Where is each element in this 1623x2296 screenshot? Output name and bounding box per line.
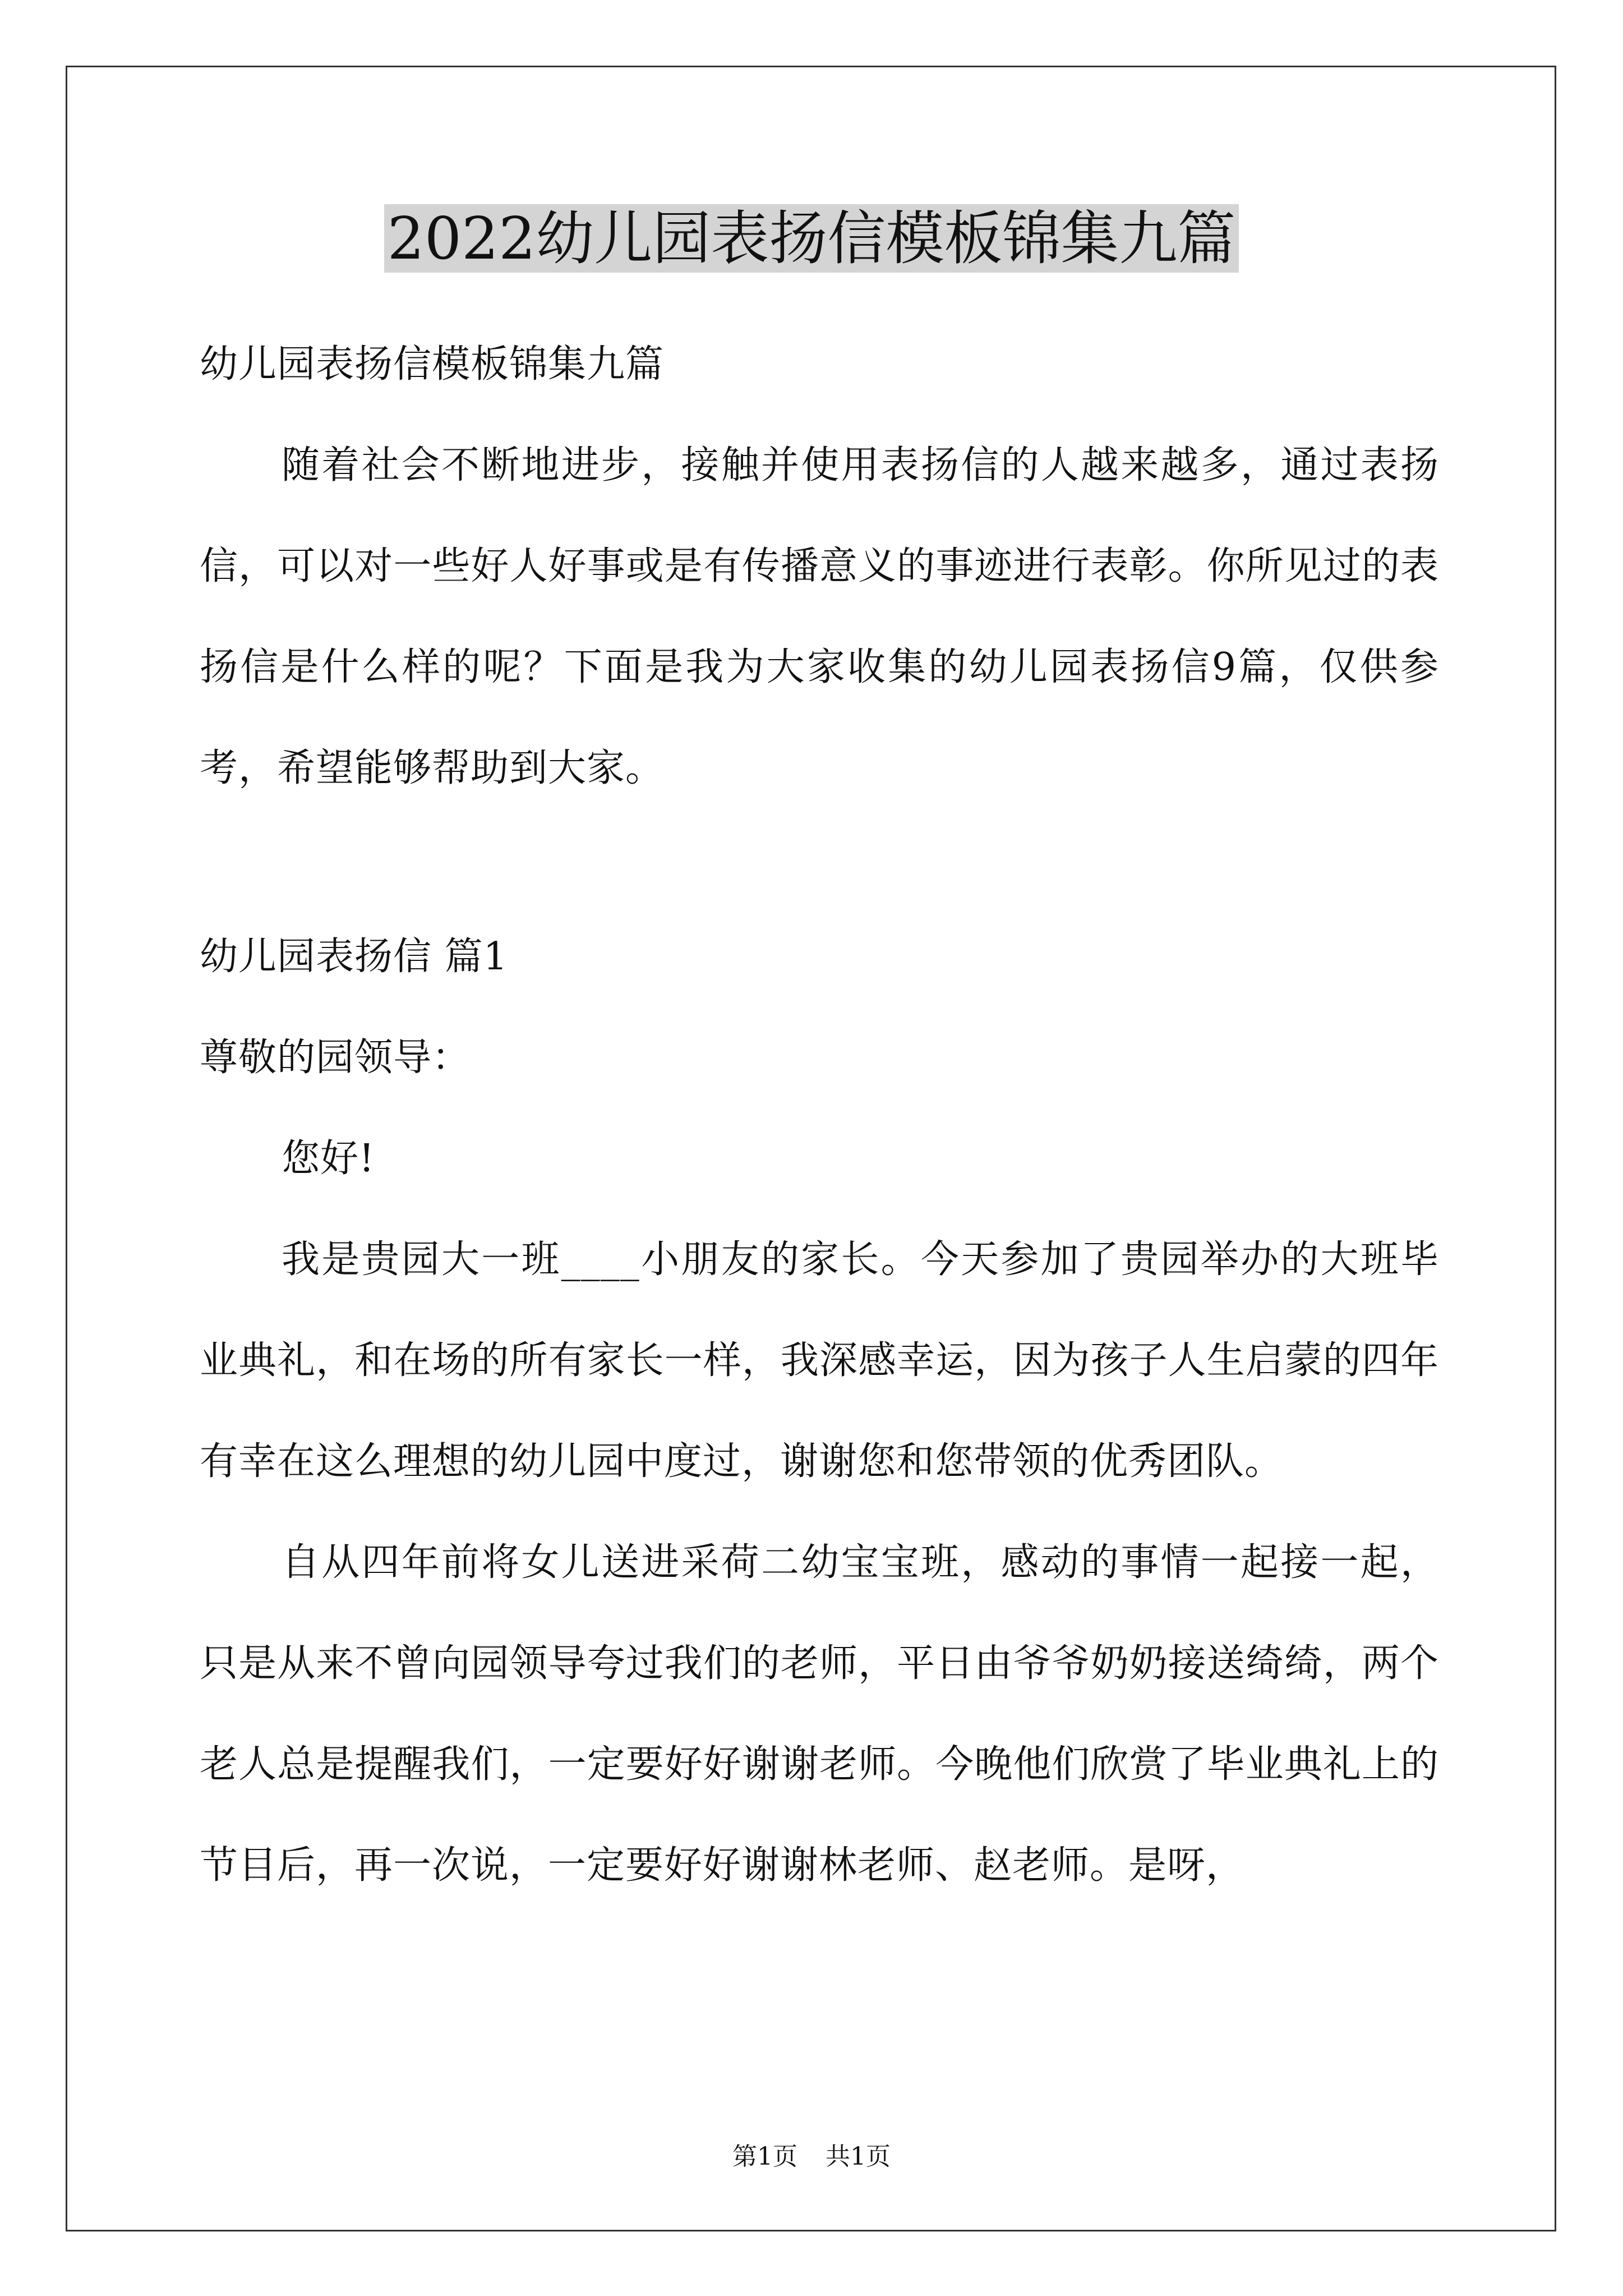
document-title	[0, 199, 1623, 278]
letter-paragraph-1: 我是贵园大一班____小朋友的家长。今天参加了贵园举办的大班毕业典礼，和在场的所有家长一样，我深感幸运，因为孩子人生启蒙的四年有幸在这么理想的幼儿园中度过，谢谢您和您带领的优秀团队。	[200, 1237, 1439, 1484]
page-number-current: 第1页	[732, 2142, 797, 2171]
letter-salutation: 尊敬的园领导：	[200, 1036, 471, 1080]
document-title-text: 2022幼儿园表扬信模板锦集九篇	[384, 204, 1239, 273]
letter-paragraph-2: 自从四年前将女儿送进采荷二幼宝宝班，感动的事情一起接一起，只是从来不曾向园领导夸过我们的老师，平日由爷爷奶奶接送绮绮，两个老人总是提醒我们，一定要好好谢谢老师。今晚他们欣赏了毕业典礼上的节目后，再一次说，一定要好好谢谢林老师、赵老师。是呀，	[200, 1540, 1439, 1888]
section-heading: 幼儿园表扬信 篇1	[200, 935, 508, 979]
page-footer	[0, 2140, 1623, 2174]
intro-paragraph: 随着社会不断地进步，接触并使用表扬信的人越来越多，通过表扬信，可以对一些好人好事或是有传播意义的事迹进行表彰。你所见过的表扬信是什么样的呢？下面是我为大家收集的幼儿园表扬信9篇，仅供参考，希望能够帮助到大家。	[200, 443, 1439, 790]
letter-greeting: 您好!	[282, 1137, 375, 1181]
page-number-total: 共1页	[826, 2142, 891, 2171]
document-subtitle: 幼儿园表扬信模板锦集九篇	[200, 342, 665, 386]
document-body	[200, 314, 1439, 1916]
